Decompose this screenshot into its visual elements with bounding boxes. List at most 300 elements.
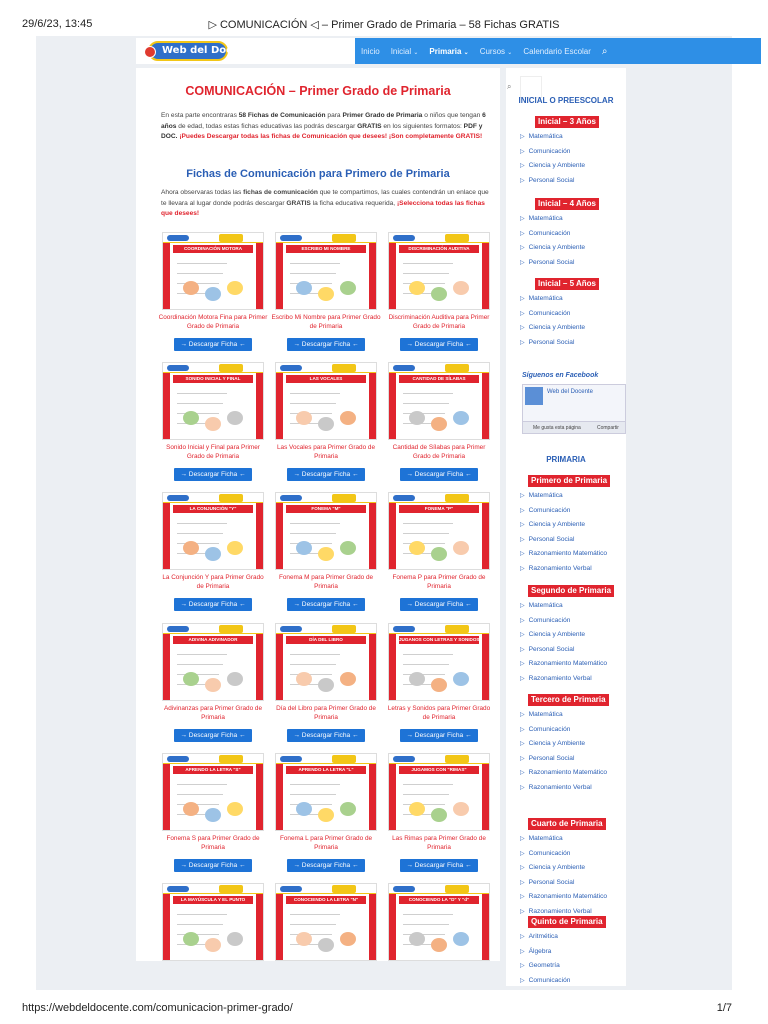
sidebar-link-label: Razonamiento Verbal: [528, 564, 592, 572]
sidebar-link[interactable]: [520, 162, 585, 169]
worksheet-line: [290, 263, 340, 264]
triangle-right-icon: ▷: [520, 259, 525, 266]
worksheet-illustration: [340, 932, 356, 946]
worksheet-illustration: [318, 808, 334, 822]
print-url: https://webdeldocente.com/comunicacion-primer-grado/: [22, 1002, 293, 1014]
worksheet-illustration: [205, 808, 221, 822]
sidebar-link-label: Matemática: [528, 492, 563, 499]
worksheet-line: [290, 533, 336, 534]
worksheet-illustration: [340, 802, 356, 816]
sidebar-link[interactable]: [520, 310, 570, 317]
sidebar-link[interactable]: [520, 835, 563, 842]
worksheet-caption[interactable]: Fonema S para Primer Grado de Primaria: [166, 835, 260, 851]
worksheet-caption[interactable]: La Conjunción Y para Primer Grado de Primaria: [162, 574, 264, 590]
thumbnail-side-band: [369, 373, 376, 439]
thumbnail-side-band: [276, 634, 283, 700]
triangle-right-icon: ▷: [520, 522, 525, 528]
intro-paragraph: [161, 111, 491, 143]
worksheet-content: [290, 780, 362, 824]
sidebar-link[interactable]: [520, 646, 574, 653]
worksheet-card: [271, 883, 381, 1008]
worksheet-thumbnail[interactable]: [275, 232, 377, 310]
sidebar-link[interactable]: [520, 295, 563, 302]
worksheet-content: [177, 259, 249, 303]
worksheet-illustration: [318, 678, 334, 692]
main-content: [136, 68, 500, 961]
worksheet-illustration: [409, 281, 425, 295]
download-button[interactable]: → Descargar Ficha ←: [287, 598, 365, 611]
worksheet-thumbnail[interactable]: [275, 883, 377, 961]
worksheet-line: [403, 924, 449, 925]
worksheet-line: [177, 533, 223, 534]
worksheet-line: [177, 784, 227, 785]
nav-item-cursos-label: Cursos: [479, 46, 506, 56]
sidebar-link[interactable]: [520, 711, 563, 718]
sidebar-link[interactable]: [520, 769, 607, 776]
thumbnail-header: [276, 624, 376, 634]
worksheet-thumbnail[interactable]: [275, 362, 377, 440]
sidebar-link[interactable]: [520, 565, 592, 572]
nav-item-inicial-label: Inicial: [390, 46, 412, 56]
sidebar-heading: Inicial – 4 Años: [535, 198, 599, 210]
thumbnail-logo: [167, 365, 189, 371]
thumbnail-header: [163, 233, 263, 243]
sidebar-link[interactable]: [520, 675, 592, 682]
worksheet-content: [403, 910, 475, 954]
intro-text: para: [327, 112, 341, 119]
worksheet-caption[interactable]: Discriminación Auditiva para Primer Grado de Primaria: [388, 314, 490, 330]
worksheet-illustration: [409, 411, 425, 425]
intro-bold: fichas de comunicación: [243, 189, 318, 196]
worksheet-banner: LAS VOCALES: [286, 375, 366, 383]
sidebar-link[interactable]: [520, 324, 585, 331]
worksheet-thumbnail[interactable]: [388, 492, 490, 570]
sidebar-link[interactable]: [520, 740, 585, 747]
sidebar-title-inicial: INICIAL O PREESCOLAR: [518, 96, 614, 105]
sidebar-link[interactable]: [520, 230, 570, 237]
worksheet-caption[interactable]: Escribo Mi Nombre para Primer Grado de Primaria: [271, 314, 381, 330]
worksheet-banner: FONEMA "P": [399, 505, 479, 513]
triangle-right-icon: ▷: [520, 507, 525, 514]
worksheet-illustration: [431, 287, 447, 301]
sidebar-link[interactable]: [520, 215, 563, 222]
worksheet-card: [158, 362, 268, 487]
thumbnail-header: [276, 754, 376, 764]
worksheet-card: [384, 362, 494, 487]
worksheet-illustration: [296, 541, 312, 555]
download-button[interactable]: → Descargar Ficha ←: [400, 468, 478, 481]
sidebar-link-label: Comunicación: [528, 976, 571, 984]
download-button[interactable]: → Descargar Ficha ←: [287, 338, 365, 351]
thumbnail-side-band: [369, 764, 376, 830]
sidebar-link[interactable]: [520, 521, 585, 528]
intro-paragraph-2: [161, 188, 491, 220]
worksheet-thumbnail[interactable]: [162, 362, 264, 440]
sidebar-link-label: Álgebra: [528, 947, 552, 955]
thumbnail-side-band: [163, 243, 170, 309]
triangle-right-icon: ▷: [520, 755, 525, 762]
download-button[interactable]: → Descargar Ficha ←: [174, 859, 252, 872]
facebook-like-button[interactable]: Me gusta esta página: [533, 425, 581, 431]
worksheet-thumbnail[interactable]: [388, 232, 490, 310]
search-icon[interactable]: ⌕: [507, 82, 512, 91]
worksheet-line: [177, 523, 227, 524]
download-button[interactable]: → Descargar Ficha ←: [400, 729, 478, 742]
worksheet-line: [403, 784, 453, 785]
thumbnail-header: [163, 363, 263, 373]
chevron-down-icon: ⌄: [413, 49, 419, 56]
thumbnail-logo: [393, 626, 415, 632]
download-button[interactable]: → Descargar Ficha ←: [287, 729, 365, 742]
worksheet-thumbnail[interactable]: [162, 753, 264, 831]
sidebar-link[interactable]: [520, 933, 558, 940]
worksheet-line: [403, 393, 453, 394]
sidebar-link[interactable]: [520, 660, 607, 667]
thumbnail-side-band: [256, 373, 263, 439]
thumbnail-badge: [332, 755, 356, 763]
download-button[interactable]: → Descargar Ficha ←: [287, 859, 365, 872]
worksheet-line: [403, 273, 449, 274]
print-date: 29/6/23, 13:45: [22, 18, 93, 30]
thumbnail-side-band: [482, 373, 489, 439]
worksheet-card: [271, 362, 381, 487]
triangle-right-icon: ▷: [520, 934, 525, 940]
download-button[interactable]: → Descargar Ficha ←: [400, 859, 478, 872]
sidebar-link[interactable]: [520, 977, 570, 984]
thumbnail-header: [163, 493, 263, 503]
download-button[interactable]: → Descargar Ficha ←: [400, 338, 478, 351]
worksheet-caption[interactable]: Día del Libro para Primer Grado de Primaria: [276, 705, 376, 721]
worksheet-line: [403, 794, 449, 795]
worksheet-thumbnail[interactable]: [388, 623, 490, 701]
thumbnail-badge: [332, 364, 356, 372]
worksheet-caption[interactable]: Cantidad de Sílabas para Primer Grado de Primaria: [392, 444, 486, 460]
section-title: Fichas de Comunicación para Primero de Primaria: [186, 168, 450, 180]
worksheet-thumbnail[interactable]: [275, 753, 377, 831]
worksheet-line: [177, 273, 223, 274]
worksheet-card: [158, 232, 268, 357]
site-logo[interactable]: [148, 41, 258, 61]
intro-bold: GRATIS: [357, 122, 382, 130]
thumbnail-side-band: [276, 243, 283, 309]
worksheet-illustration: [296, 672, 312, 686]
sidebar-link-label: Razonamiento Verbal: [528, 907, 592, 915]
sidebar-link[interactable]: [520, 244, 585, 251]
worksheet-caption[interactable]: Fonema L para Primer Grado de Primaria: [279, 835, 373, 851]
worksheet-caption[interactable]: Fonema M para Primer Grado de Primaria: [278, 574, 374, 590]
worksheet-thumbnail[interactable]: [275, 492, 377, 570]
worksheet-caption[interactable]: Las Vocales para Primer Grado de Primaria: [276, 444, 376, 460]
worksheet-card: [158, 492, 268, 617]
print-header: [0, 0, 768, 38]
sidebar-link[interactable]: [520, 631, 585, 638]
sidebar-link-label: Ciencia y Ambiente: [528, 244, 586, 251]
thumbnail-badge: [332, 885, 356, 893]
worksheet-content: [290, 389, 362, 433]
thumbnail-side-band: [389, 503, 396, 569]
thumbnail-badge: [332, 494, 356, 502]
sidebar-link[interactable]: [520, 536, 574, 543]
worksheet-content: [177, 780, 249, 824]
sidebar-link-label: Ciencia y Ambiente: [528, 631, 586, 638]
worksheet-illustration: [409, 541, 425, 555]
sidebar-link[interactable]: [520, 755, 574, 762]
thumbnail-badge: [445, 364, 469, 372]
facebook-share-button[interactable]: Compartir: [597, 425, 619, 431]
worksheet-illustration: [453, 411, 469, 425]
triangle-right-icon: ▷: [520, 565, 525, 572]
download-button[interactable]: → Descargar Ficha ←: [174, 468, 252, 481]
worksheet-line: [177, 654, 227, 655]
thumbnail-side-band: [276, 894, 283, 960]
thumbnail-badge: [445, 625, 469, 633]
thumbnail-logo: [167, 626, 189, 632]
site-header: [136, 38, 626, 64]
sidebar-link[interactable]: [520, 962, 560, 969]
thumbnail-badge: [219, 885, 243, 893]
worksheet-thumbnail[interactable]: [275, 623, 377, 701]
sidebar-link-label: Comunicación: [528, 309, 571, 317]
thumbnail-side-band: [256, 894, 263, 960]
worksheet-content: [177, 910, 249, 954]
worksheet-caption[interactable]: Letras y Sonidos para Primer Grado de Primaria: [387, 705, 491, 721]
thumbnail-side-band: [276, 373, 283, 439]
worksheet-caption[interactable]: Fonema P para Primer Grado de Primaria: [392, 574, 486, 590]
download-button[interactable]: → Descargar Ficha ←: [174, 338, 252, 351]
sidebar-link-label: Razonamiento Verbal: [528, 783, 592, 791]
thumbnail-side-band: [482, 243, 489, 309]
sidebar-link-label: Ciencia y Ambiente: [528, 324, 586, 331]
nav-item-primaria[interactable]: [429, 47, 468, 56]
sidebar-link[interactable]: [520, 492, 563, 499]
worksheet-illustration: [340, 541, 356, 555]
worksheet-illustration: [205, 678, 221, 692]
sidebar-link-label: Razonamiento Matemático: [528, 660, 608, 667]
sidebar-link-label: Razonamiento Matemático: [528, 769, 608, 776]
triangle-right-icon: ▷: [520, 216, 525, 222]
triangle-right-icon: ▷: [520, 675, 525, 682]
sidebar-link[interactable]: [520, 507, 570, 514]
download-button[interactable]: → Descargar Ficha ←: [287, 468, 365, 481]
worksheet-line: [290, 914, 340, 915]
intro-text: la ficha educativa requerida,: [312, 199, 396, 207]
worksheet-content: [403, 650, 475, 694]
worksheet-line: [403, 654, 453, 655]
worksheet-caption[interactable]: Adivinanzas para Primer Grado de Primaria: [163, 705, 263, 721]
sidebar-heading: Quinto de Primaria: [528, 916, 606, 928]
sidebar-link[interactable]: [520, 259, 574, 266]
thumbnail-logo: [393, 235, 415, 241]
sidebar-link-label: Geometría: [528, 962, 560, 969]
worksheet-thumbnail[interactable]: [162, 623, 264, 701]
worksheet-illustration: [453, 541, 469, 555]
sidebar-link[interactable]: [520, 550, 607, 557]
triangle-right-icon: ▷: [520, 296, 525, 302]
worksheet-line: [403, 403, 449, 404]
search-icon[interactable]: ⌕: [601, 45, 608, 57]
download-button[interactable]: → Descargar Ficha ←: [174, 729, 252, 742]
download-button[interactable]: → Descargar Ficha ←: [174, 598, 252, 611]
thumbnail-side-band: [389, 634, 396, 700]
thumbnail-badge: [445, 494, 469, 502]
thumbnail-logo: [280, 365, 302, 371]
triangle-right-icon: ▷: [520, 245, 525, 251]
worksheet-banner: CANTIDAD DE SÍLABAS: [399, 375, 479, 383]
sidebar-link[interactable]: [520, 948, 551, 955]
worksheet-illustration: [205, 938, 221, 952]
worksheet-card: [384, 623, 494, 748]
worksheet-line: [290, 523, 340, 524]
facebook-actions: [523, 421, 625, 433]
worksheet-content: [290, 519, 362, 563]
sidebar-link[interactable]: [520, 617, 570, 624]
thumbnail-side-band: [369, 503, 376, 569]
worksheet-thumbnail[interactable]: [162, 492, 264, 570]
worksheet-line: [177, 393, 227, 394]
sidebar-search-box[interactable]: [520, 76, 542, 98]
nav-item-inicio[interactable]: Inicio: [361, 46, 380, 56]
nav-item-inicial[interactable]: [391, 47, 419, 56]
thumbnail-side-band: [482, 503, 489, 569]
worksheet-illustration: [183, 541, 199, 555]
worksheet-line: [177, 794, 223, 795]
triangle-right-icon: ▷: [520, 661, 525, 667]
facebook-widget[interactable]: [522, 384, 626, 434]
worksheet-card: [158, 753, 268, 878]
sidebar-link-label: Comunicación: [528, 147, 571, 155]
thumbnail-side-band: [163, 764, 170, 830]
worksheet-illustration: [409, 932, 425, 946]
worksheet-illustration: [205, 547, 221, 561]
worksheet-thumbnail[interactable]: [162, 883, 264, 961]
worksheet-content: [177, 389, 249, 433]
sidebar-link[interactable]: [520, 893, 607, 900]
thumbnail-side-band: [482, 894, 489, 960]
worksheet-illustration: [227, 541, 243, 555]
thumbnail-side-band: [369, 894, 376, 960]
triangle-right-icon: ▷: [520, 632, 525, 638]
thumbnail-header: [389, 233, 489, 243]
thumbnail-side-band: [389, 243, 396, 309]
thumbnail-logo: [393, 365, 415, 371]
worksheet-illustration: [205, 287, 221, 301]
intro-text: en los siguientes formatos:: [383, 122, 462, 130]
worksheet-illustration: [453, 281, 469, 295]
triangle-right-icon: ▷: [520, 784, 525, 791]
thumbnail-header: [389, 363, 489, 373]
worksheet-illustration: [227, 281, 243, 295]
sidebar-heading: Inicial – 5 Años: [535, 278, 599, 290]
thumbnail-header: [389, 493, 489, 503]
sidebar-title-primaria: PRIMARIA: [546, 455, 586, 464]
download-button[interactable]: → Descargar Ficha ←: [400, 598, 478, 611]
sidebar-link[interactable]: [520, 602, 563, 609]
worksheet-illustration: [318, 938, 334, 952]
nav-item-calendario[interactable]: Calendario Escolar: [523, 46, 591, 56]
thumbnail-header: [276, 884, 376, 894]
thumbnail-badge: [219, 234, 243, 242]
thumbnail-side-band: [163, 373, 170, 439]
worksheet-illustration: [431, 938, 447, 952]
facebook-title: Síguenos en Facebook: [522, 372, 599, 379]
intro-bold: 58 Fichas de Comunicación: [238, 112, 326, 119]
worksheet-banner: LA MAYÚSCULA Y EL PUNTO: [173, 896, 253, 904]
intro-text: En esta parte encontraras: [161, 112, 237, 119]
nav-item-primaria-label: Primaria: [429, 46, 462, 56]
triangle-right-icon: ▷: [520, 977, 525, 984]
thumbnail-side-band: [369, 634, 376, 700]
sidebar-link-label: Ciencia y Ambiente: [528, 521, 586, 528]
sidebar-link-label: Personal Social: [528, 878, 575, 886]
thumbnail-header: [389, 884, 489, 894]
thumbnail-side-band: [482, 764, 489, 830]
triangle-right-icon: ▷: [520, 551, 525, 557]
sidebar-link[interactable]: [520, 148, 570, 155]
worksheet-caption[interactable]: Las Rimas para Primer Grado de Primaria: [392, 835, 486, 851]
thumbnail-badge: [219, 494, 243, 502]
worksheet-illustration: [227, 932, 243, 946]
sidebar-link[interactable]: [520, 726, 570, 733]
worksheet-illustration: [296, 281, 312, 295]
sidebar-link[interactable]: [520, 784, 592, 791]
sidebar-link[interactable]: [520, 864, 585, 871]
worksheet-content: [403, 519, 475, 563]
sidebar-link[interactable]: [520, 908, 592, 915]
worksheet-caption[interactable]: Sonido Inicial y Final para Primer Grado de Primaria: [166, 444, 260, 460]
worksheet-line: [290, 403, 336, 404]
sidebar-link[interactable]: [520, 177, 574, 184]
worksheet-content: [177, 650, 249, 694]
worksheet-thumbnail[interactable]: [162, 232, 264, 310]
worksheet-thumbnail[interactable]: [388, 362, 490, 440]
worksheet-banner: JUGAMOS CON "RIMAS": [399, 766, 479, 774]
sidebar-link-label: Razonamiento Verbal: [528, 674, 592, 682]
worksheet-illustration: [183, 802, 199, 816]
worksheet-banner: FONEMA "M": [286, 505, 366, 513]
worksheet-line: [177, 924, 223, 925]
worksheet-thumbnail[interactable]: [388, 883, 490, 961]
sidebar-link[interactable]: [520, 133, 563, 140]
triangle-right-icon: ▷: [520, 339, 525, 346]
worksheet-illustration: [409, 672, 425, 686]
sidebar-link-label: Aritmética: [528, 933, 558, 940]
worksheet-line: [290, 393, 340, 394]
worksheet-caption[interactable]: Coordinación Motora Fina para Primer Grado de Primaria: [158, 314, 268, 330]
triangle-right-icon: ▷: [520, 770, 525, 776]
triangle-right-icon: ▷: [520, 646, 525, 653]
worksheet-illustration: [431, 808, 447, 822]
triangle-right-icon: ▷: [520, 963, 525, 969]
sidebar-link[interactable]: [520, 339, 574, 346]
nav-item-cursos[interactable]: [480, 47, 513, 56]
sidebar-link[interactable]: [520, 879, 574, 886]
worksheet-line: [177, 403, 223, 404]
thumbnail-badge: [219, 625, 243, 633]
triangle-right-icon: ▷: [520, 865, 525, 871]
sidebar-link[interactable]: [520, 850, 570, 857]
intro-highlight: ¡Puedes Descargar todas las fichas de Comunicación que desees! ¡Son completamente GRATIS!: [179, 133, 483, 140]
sidebar-link-label: Comunicación: [528, 849, 571, 857]
triangle-right-icon: ▷: [520, 617, 525, 624]
thumbnail-side-band: [389, 894, 396, 960]
worksheet-illustration: [340, 411, 356, 425]
sidebar-link-label: Comunicación: [528, 506, 571, 514]
intro-text: de edad, todas estas fichas educativas las podrás descargar: [178, 122, 356, 130]
worksheet-thumbnail[interactable]: [388, 753, 490, 831]
worksheet-illustration: [453, 672, 469, 686]
sidebar-link-label: Matemática: [528, 602, 563, 609]
thumbnail-logo: [393, 886, 415, 892]
